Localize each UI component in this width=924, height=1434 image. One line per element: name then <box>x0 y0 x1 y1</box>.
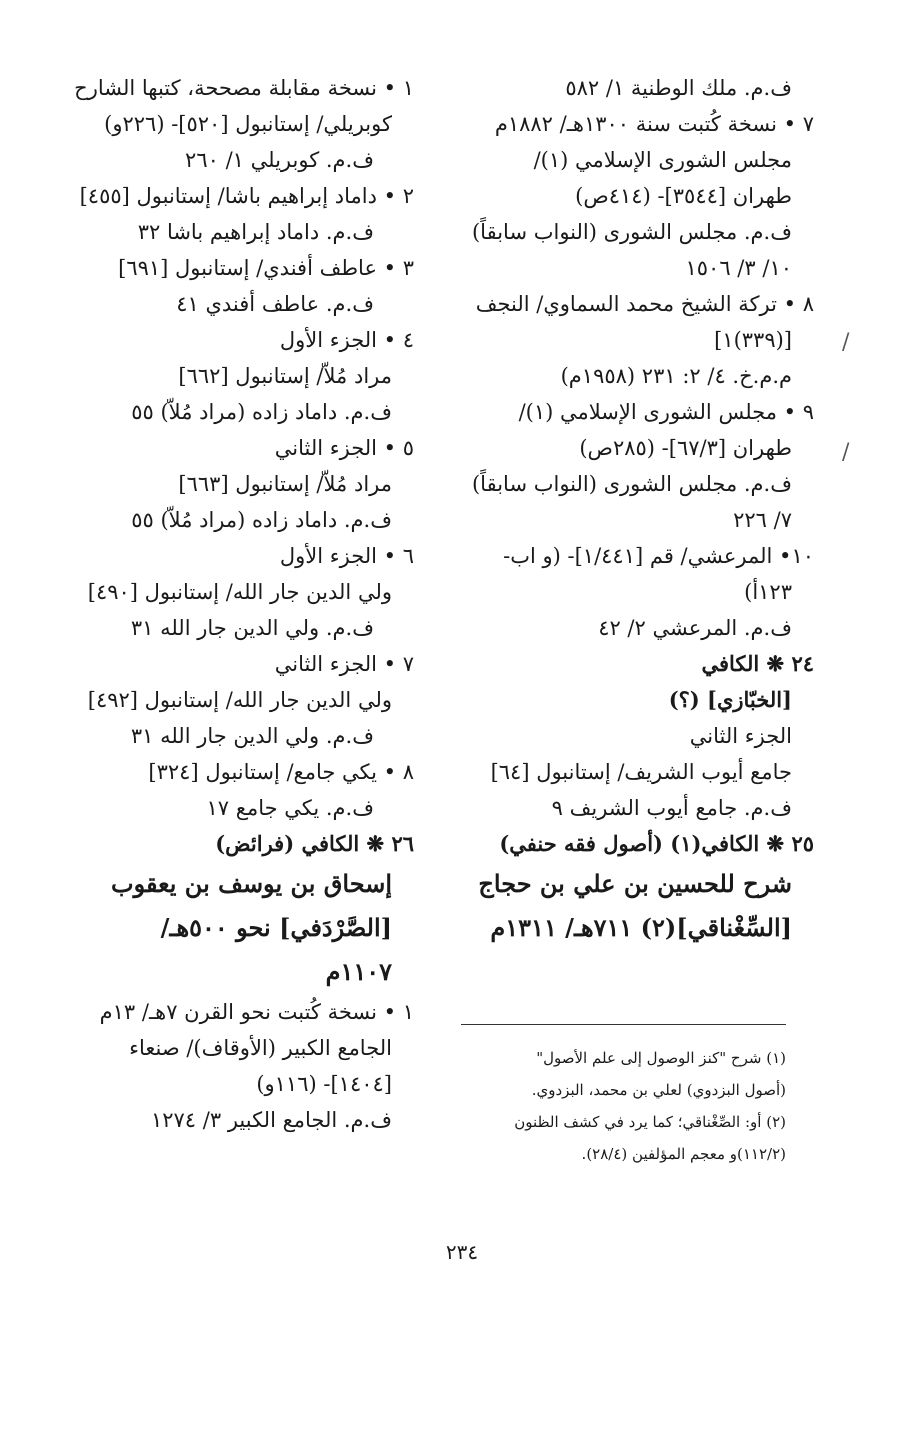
entry-line: ف.م. الجامع الكبير ٣/ ١٢٧٤ <box>150 1108 392 1132</box>
entry-line: م.م.خ. ٤/ ٢: ٢٣١ (١٩٥٨م) <box>560 364 792 388</box>
margin-mark: / <box>842 330 850 355</box>
entry-line: ٧ • الجزء الثاني <box>274 652 414 676</box>
entry-line: ف.م. داماد زاده (مراد مُلاّ) ٥٥ <box>131 508 392 532</box>
entry-line: ٦ • الجزء الأول <box>279 544 414 568</box>
entry-line: ١٠• المرعشي/ قم [١/٤٤١]- (و اب- <box>503 544 814 568</box>
entry-line: ف.م. كوبريلي ١/ ٢٦٠ <box>185 148 374 172</box>
entry-line: ٢ • داماد إبراهيم باشا/ إستانبول [٤٥٥] <box>79 184 414 208</box>
entry-line: ٢٥ ❋ الكافي(١) (أصول فقه حنفي) <box>499 831 814 856</box>
entry-line: جامع أيوب الشريف/ إستانبول [٦٤] <box>490 760 792 784</box>
entry-line: ف.م. ملك الوطنية ١/ ٥٨٢ <box>565 76 792 100</box>
entry-line: ف.م. داماد زاده (مراد مُلاّ) ٥٥ <box>131 400 392 424</box>
margin-mark: / <box>842 440 850 465</box>
entry-line: ١ • نسخة كُتبت نحو القرن ٧هـ/ ١٣م <box>99 1000 414 1024</box>
right-column <box>454 70 814 950</box>
entry-line: ولي الدين جار الله/ إستانبول [٤٩٠] <box>87 580 392 604</box>
entry-line: ولي الدين جار الله/ إستانبول [٤٩٢] <box>87 688 392 712</box>
entry-line: ف.م. مجلس الشورى (النواب سابقاً) <box>471 220 792 244</box>
entry-line: ٧ • نسخة كُتبت سنة ١٣٠٠هـ/ ١٨٨٢م <box>494 112 814 136</box>
entry-line: شرح للحسين بن علي بن حجاج <box>478 869 792 898</box>
entry-line: ١ • نسخة مقابلة مصححة، كتبها الشارح <box>74 76 414 100</box>
entry-line: [السِّغْناقي](٢) ٧١١هـ/ ١٣١١م <box>490 913 792 942</box>
footnote-separator <box>461 1024 786 1025</box>
entry-line: ف.م. مجلس الشورى (النواب سابقاً) <box>471 472 792 496</box>
entry-line: [الصَّرْدَفي] نحو ٥٠٠هـ/ <box>160 913 392 942</box>
entry-line: ف.م. المرعشي ٢/ ٤٢ <box>598 616 792 640</box>
entry-line: ٩ • مجلس الشورى الإسلامي (١)/ <box>518 400 814 424</box>
entry-line: طهران [٣٥٤٤]- (٤١٤ص) <box>575 184 792 208</box>
footnote-line: (٢) أو: الصِّغْناقي؛ كما يرد في كشف الظنون <box>514 1113 786 1131</box>
entry-line: ١٢٣أ) <box>744 580 792 604</box>
entry-line: ٤ • الجزء الأول <box>279 328 414 352</box>
entry-line: ٣ • عاطف أفندي/ إستانبول [٦٩١] <box>118 256 414 280</box>
entry-line: ف.م. ولي الدين جار الله ٣١ <box>130 724 374 748</box>
entry-line: ١١٠٧م <box>325 957 392 986</box>
entry-line: ١٠/ ٣/ ١٥٠٦ <box>685 256 792 280</box>
entry-line: كوبريلي/ إستانبول [٥٢٠]- (٢٢٦و) <box>104 112 392 136</box>
entry-line: الجزء الثاني <box>689 724 792 748</box>
entry-line: [الخبّازي] (؟) <box>668 687 792 712</box>
entry-line: ف.م. جامع أيوب الشريف ٩ <box>551 796 792 820</box>
entry-line: الجامع الكبير (الأوقاف)/ صنعاء <box>129 1036 392 1060</box>
entry-line: مراد مُلاّ/ إستانبول [٦٦٢] <box>178 364 392 388</box>
footnote-line: (أصول البزدوي) لعلي بن محمد، البزدوي. <box>531 1081 786 1099</box>
footnote-line: (١) شرح "كنز الوصول إلى علم الأصول" <box>536 1049 786 1067</box>
footnotes <box>456 1042 786 1170</box>
entry-line: [(٣٣٩)١] <box>714 328 792 352</box>
entry-line: ٨ • يكي جامع/ إستانبول [٣٢٤] <box>148 760 414 784</box>
entry-line: ف.م. يكي جامع ١٧ <box>206 796 374 820</box>
page-number: ٢٣٤ <box>445 1240 479 1264</box>
entry-line: ف.م. داماد إبراهيم باشا ٣٢ <box>137 220 374 244</box>
entry-line: ف.م. ولي الدين جار الله ٣١ <box>130 616 374 640</box>
entry-line: مجلس الشورى الإسلامي (١)/ <box>533 148 792 172</box>
entry-line: ٢٦ ❋ الكافي (فرائض) <box>215 831 414 856</box>
entry-line: إسحاق بن يوسف بن يعقوب <box>111 869 392 898</box>
entry-line: ٥ • الجزء الثاني <box>274 436 414 460</box>
entry-line: ٢٤ ❋ الكافي <box>701 651 814 676</box>
entry-line: [١٤٠٤]- (١١٦و) <box>256 1072 392 1096</box>
entry-line: طهران [٦٧/٣]- (٢٨٥ص) <box>579 436 792 460</box>
footnote-line: (١١٢/٢)و معجم المؤلفين (٢٨/٤). <box>581 1145 786 1163</box>
entry-line: ٨ • تركة الشيخ محمد السماوي/ النجف <box>475 292 814 316</box>
entry-line: ٧/ ٢٢٦ <box>733 508 792 532</box>
entry-line: ف.م. عاطف أفندي ٤١ <box>176 292 374 316</box>
entry-line: مراد مُلاّ/ إستانبول [٦٦٣] <box>178 472 392 496</box>
left-column <box>74 70 414 1138</box>
